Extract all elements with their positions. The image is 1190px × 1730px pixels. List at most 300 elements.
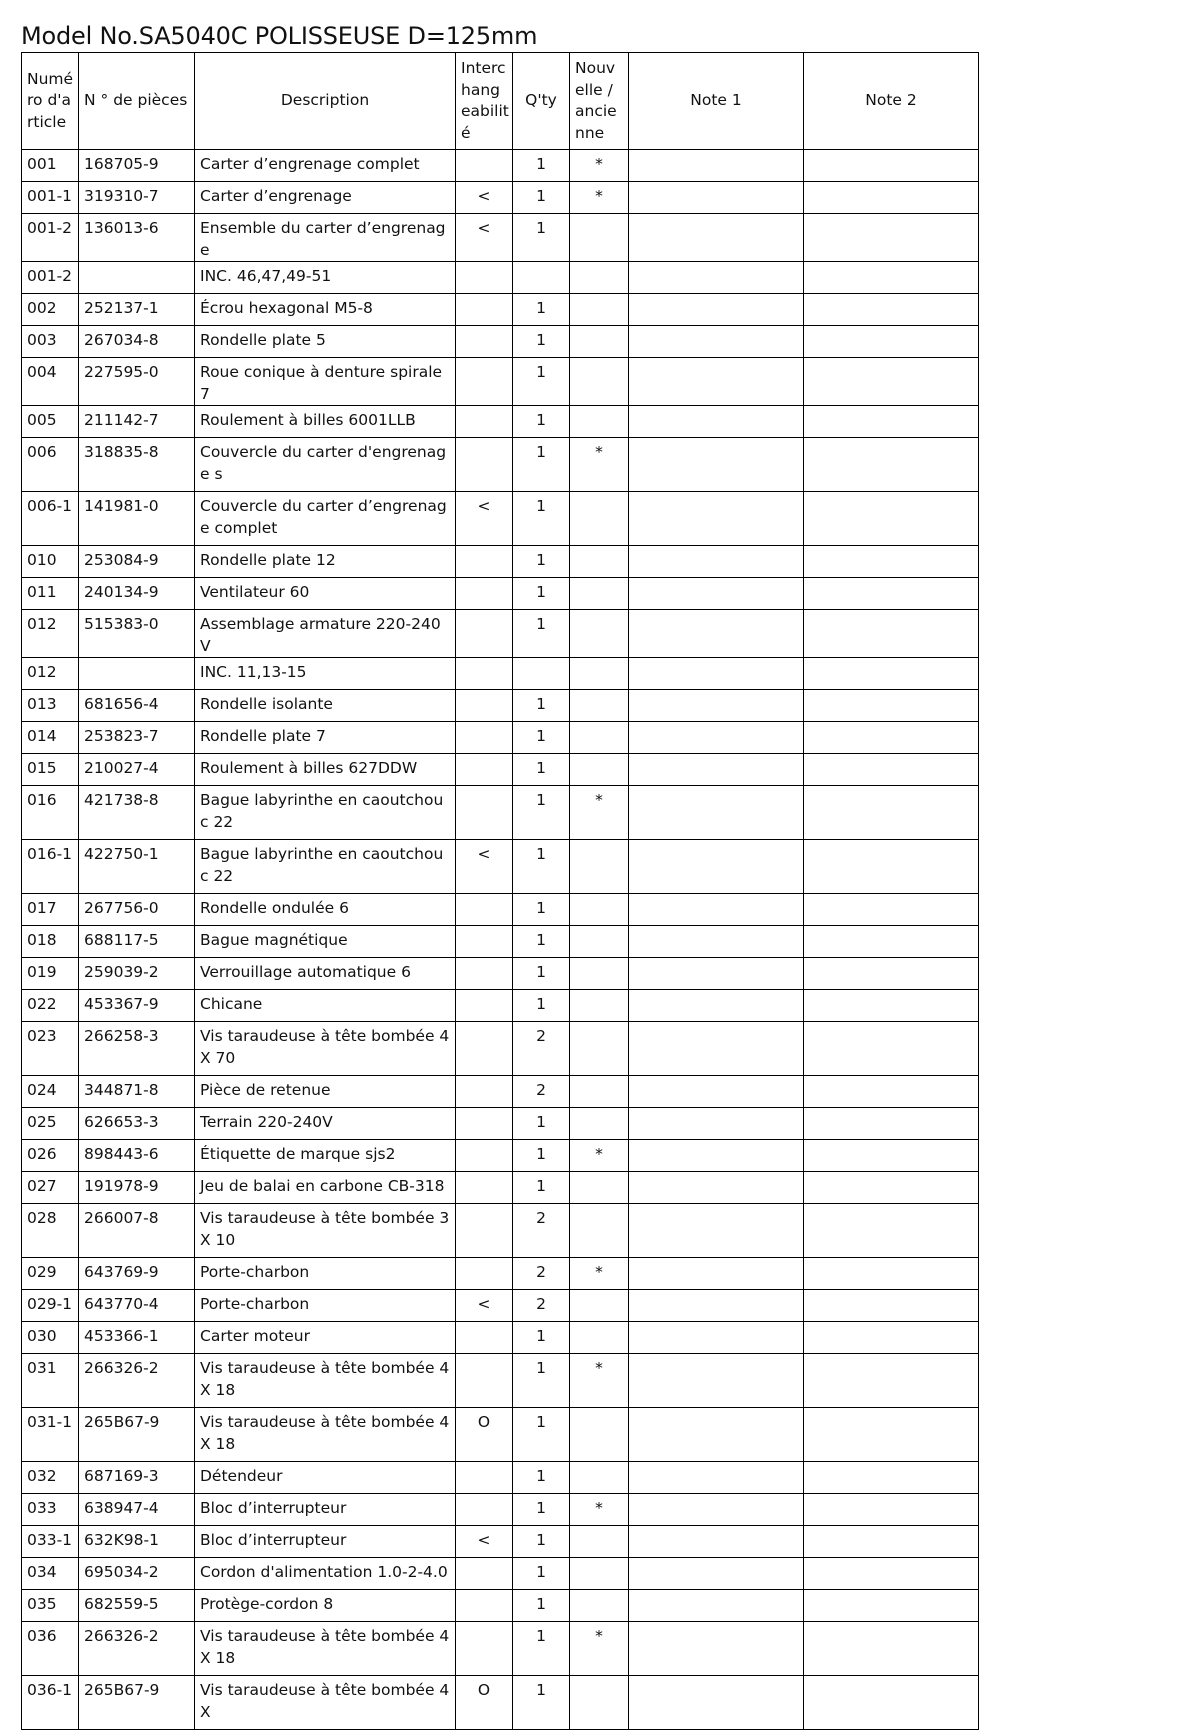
cell-article: 012 (22, 658, 79, 690)
cell-note-1 (629, 1140, 804, 1172)
cell-interchange (456, 722, 513, 754)
cell-new-old (570, 1408, 629, 1462)
cell-note-2 (804, 990, 979, 1022)
cell-part-no: 626653-3 (79, 1108, 195, 1140)
cell-interchange (456, 438, 513, 492)
cell-new-old (570, 610, 629, 658)
cell-qty: 1 (513, 214, 570, 262)
cell-part-no: 632K98-1 (79, 1526, 195, 1558)
table-row (22, 658, 979, 690)
table-row (22, 1354, 979, 1408)
cell-qty: 2 (513, 1022, 570, 1076)
cell-note-2 (804, 1408, 979, 1462)
cell-new-old (570, 1558, 629, 1590)
cell-note-1 (629, 1590, 804, 1622)
cell-qty: 1 (513, 326, 570, 358)
cell-description: Bloc d’interrupteur (195, 1526, 456, 1558)
cell-part-no: 168705-9 (79, 150, 195, 182)
cell-part-no (79, 262, 195, 294)
cell-qty (513, 262, 570, 294)
cell-part-no: 421738-8 (79, 786, 195, 840)
table-row (22, 690, 979, 722)
cell-description: Verrouillage automatique 6 (195, 958, 456, 990)
cell-note-1 (629, 1462, 804, 1494)
header-note-1: Note 1 (629, 53, 804, 150)
cell-note-1 (629, 690, 804, 722)
cell-new-old (570, 214, 629, 262)
cell-interchange (456, 406, 513, 438)
cell-note-2 (804, 1676, 979, 1730)
cell-article: 001 (22, 150, 79, 182)
cell-interchange (456, 1258, 513, 1290)
cell-note-2 (804, 262, 979, 294)
cell-note-1 (629, 722, 804, 754)
cell-interchange (456, 610, 513, 658)
cell-article: 015 (22, 754, 79, 786)
cell-description: Vis taraudeuse à tête bombée 4X (195, 1676, 456, 1730)
header-article: Numé ro d'a rticle (22, 53, 79, 150)
cell-note-2 (804, 358, 979, 406)
cell-new-old: * (570, 438, 629, 492)
cell-note-1 (629, 1676, 804, 1730)
table-row (22, 182, 979, 214)
cell-description: Rondelle ondulée 6 (195, 894, 456, 926)
header-row (22, 53, 979, 150)
cell-qty: 2 (513, 1204, 570, 1258)
cell-new-old (570, 406, 629, 438)
cell-qty: 1 (513, 958, 570, 990)
table-row (22, 578, 979, 610)
cell-description: Carter d’engrenage complet (195, 150, 456, 182)
cell-interchange (456, 926, 513, 958)
cell-part-no: 253084-9 (79, 546, 195, 578)
cell-article: 011 (22, 578, 79, 610)
cell-new-old (570, 1676, 629, 1730)
cell-interchange (456, 958, 513, 990)
header-part-no: N ° de pièces (79, 53, 195, 150)
cell-interchange: O (456, 1408, 513, 1462)
cell-note-2 (804, 150, 979, 182)
cell-description: INC. 11,13-15 (195, 658, 456, 690)
table-row (22, 1140, 979, 1172)
table-row (22, 1076, 979, 1108)
table-row (22, 1258, 979, 1290)
cell-new-old (570, 578, 629, 610)
cell-description: Vis taraudeuse à tête bombée 4X 18 (195, 1354, 456, 1408)
cell-part-no: 681656-4 (79, 690, 195, 722)
cell-article: 027 (22, 1172, 79, 1204)
cell-interchange (456, 1140, 513, 1172)
cell-interchange (456, 1462, 513, 1494)
parts-table (21, 52, 979, 1730)
cell-interchange (456, 326, 513, 358)
cell-new-old (570, 690, 629, 722)
cell-description: Couvercle du carter d'engrenage s (195, 438, 456, 492)
cell-qty: 1 (513, 1558, 570, 1590)
cell-article: 013 (22, 690, 79, 722)
cell-description: Chicane (195, 990, 456, 1022)
cell-interchange (456, 786, 513, 840)
cell-article: 022 (22, 990, 79, 1022)
cell-interchange: O (456, 1676, 513, 1730)
cell-note-1 (629, 1258, 804, 1290)
cell-description: Roue conique à denture spirale 7 (195, 358, 456, 406)
cell-part-no: 211142-7 (79, 406, 195, 438)
header-description: Description (195, 53, 456, 150)
cell-qty: 1 (513, 358, 570, 406)
cell-article: 001-1 (22, 182, 79, 214)
cell-new-old: * (570, 1354, 629, 1408)
cell-part-no: 252137-1 (79, 294, 195, 326)
table-row (22, 1108, 979, 1140)
cell-article: 029 (22, 1258, 79, 1290)
cell-interchange (456, 1590, 513, 1622)
cell-note-1 (629, 1526, 804, 1558)
cell-article: 032 (22, 1462, 79, 1494)
cell-qty: 1 (513, 1172, 570, 1204)
cell-note-1 (629, 578, 804, 610)
cell-description: Ventilateur 60 (195, 578, 456, 610)
cell-qty: 1 (513, 1494, 570, 1526)
table-row (22, 294, 979, 326)
cell-part-no: 259039-2 (79, 958, 195, 990)
cell-part-no: 687169-3 (79, 1462, 195, 1494)
cell-note-1 (629, 1172, 804, 1204)
cell-article: 003 (22, 326, 79, 358)
cell-note-2 (804, 1108, 979, 1140)
table-row (22, 1022, 979, 1076)
cell-interchange (456, 658, 513, 690)
cell-note-1 (629, 958, 804, 990)
cell-interchange: < (456, 492, 513, 546)
table-row (22, 894, 979, 926)
cell-article: 002 (22, 294, 79, 326)
cell-note-2 (804, 722, 979, 754)
cell-description: Détendeur (195, 1462, 456, 1494)
cell-description: Assemblage armature 220-240V (195, 610, 456, 658)
cell-part-no: 453367-9 (79, 990, 195, 1022)
cell-article: 036 (22, 1622, 79, 1676)
cell-note-2 (804, 690, 979, 722)
cell-note-2 (804, 1622, 979, 1676)
cell-article: 033-1 (22, 1526, 79, 1558)
cell-interchange (456, 578, 513, 610)
table-row (22, 326, 979, 358)
cell-note-2 (804, 840, 979, 894)
cell-part-no: 688117-5 (79, 926, 195, 958)
cell-note-2 (804, 578, 979, 610)
cell-article: 028 (22, 1204, 79, 1258)
cell-note-1 (629, 406, 804, 438)
cell-description: Vis taraudeuse à tête bombée 3X 10 (195, 1204, 456, 1258)
cell-qty: 1 (513, 1590, 570, 1622)
cell-note-2 (804, 1172, 979, 1204)
cell-note-1 (629, 1322, 804, 1354)
cell-description: Vis taraudeuse à tête bombée 4X 70 (195, 1022, 456, 1076)
cell-qty: 1 (513, 690, 570, 722)
cell-description: Pièce de retenue (195, 1076, 456, 1108)
cell-new-old (570, 358, 629, 406)
cell-note-2 (804, 610, 979, 658)
cell-description: Bague labyrinthe en caoutchouc 22 (195, 840, 456, 894)
cell-note-2 (804, 1526, 979, 1558)
cell-description: Bloc d’interrupteur (195, 1494, 456, 1526)
table-row (22, 262, 979, 294)
cell-interchange: < (456, 182, 513, 214)
cell-new-old (570, 1590, 629, 1622)
cell-new-old: * (570, 1258, 629, 1290)
cell-note-2 (804, 1258, 979, 1290)
cell-new-old: * (570, 1494, 629, 1526)
cell-interchange (456, 358, 513, 406)
cell-article: 001-2 (22, 262, 79, 294)
cell-qty: 1 (513, 546, 570, 578)
table-row (22, 1526, 979, 1558)
cell-part-no: 643769-9 (79, 1258, 195, 1290)
cell-interchange: < (456, 214, 513, 262)
cell-new-old (570, 492, 629, 546)
cell-note-1 (629, 1408, 804, 1462)
cell-description: INC. 46,47,49-51 (195, 262, 456, 294)
cell-qty: 1 (513, 1526, 570, 1558)
cell-note-1 (629, 840, 804, 894)
cell-qty: 1 (513, 894, 570, 926)
table-row (22, 610, 979, 658)
cell-interchange (456, 1494, 513, 1526)
cell-note-1 (629, 150, 804, 182)
cell-article: 005 (22, 406, 79, 438)
cell-qty: 1 (513, 610, 570, 658)
cell-note-2 (804, 786, 979, 840)
cell-description: Bague magnétique (195, 926, 456, 958)
table-row (22, 722, 979, 754)
cell-new-old (570, 894, 629, 926)
cell-part-no: 682559-5 (79, 1590, 195, 1622)
cell-part-no: 191978-9 (79, 1172, 195, 1204)
cell-part-no: 344871-8 (79, 1076, 195, 1108)
cell-new-old (570, 722, 629, 754)
cell-part-no (79, 658, 195, 690)
cell-note-1 (629, 326, 804, 358)
cell-new-old (570, 1204, 629, 1258)
cell-qty: 1 (513, 754, 570, 786)
cell-note-1 (629, 1354, 804, 1408)
cell-article: 031 (22, 1354, 79, 1408)
cell-interchange (456, 262, 513, 294)
table-row (22, 840, 979, 894)
cell-note-2 (804, 658, 979, 690)
cell-note-1 (629, 1622, 804, 1676)
cell-note-1 (629, 1290, 804, 1322)
cell-new-old (570, 926, 629, 958)
cell-interchange (456, 894, 513, 926)
table-row (22, 1494, 979, 1526)
cell-description: Écrou hexagonal M5-8 (195, 294, 456, 326)
cell-part-no: 266007-8 (79, 1204, 195, 1258)
cell-new-old: * (570, 1140, 629, 1172)
cell-new-old (570, 840, 629, 894)
cell-article: 034 (22, 1558, 79, 1590)
cell-article: 016 (22, 786, 79, 840)
cell-article: 023 (22, 1022, 79, 1076)
cell-part-no: 318835-8 (79, 438, 195, 492)
cell-part-no: 265B67-9 (79, 1408, 195, 1462)
cell-qty: 1 (513, 1140, 570, 1172)
cell-note-1 (629, 658, 804, 690)
cell-qty: 1 (513, 1322, 570, 1354)
cell-article: 019 (22, 958, 79, 990)
cell-note-2 (804, 1462, 979, 1494)
cell-interchange (456, 690, 513, 722)
cell-note-2 (804, 1590, 979, 1622)
cell-note-1 (629, 894, 804, 926)
cell-note-2 (804, 1140, 979, 1172)
cell-part-no: 266326-2 (79, 1354, 195, 1408)
cell-article: 004 (22, 358, 79, 406)
cell-interchange (456, 1354, 513, 1408)
cell-note-1 (629, 214, 804, 262)
cell-qty: 1 (513, 1108, 570, 1140)
cell-description: Étiquette de marque sjs2 (195, 1140, 456, 1172)
cell-article: 014 (22, 722, 79, 754)
table-row (22, 786, 979, 840)
cell-note-1 (629, 546, 804, 578)
cell-interchange (456, 1622, 513, 1676)
cell-description: Jeu de balai en carbone CB-318 (195, 1172, 456, 1204)
table-row (22, 754, 979, 786)
cell-part-no: 319310-7 (79, 182, 195, 214)
table-row (22, 1408, 979, 1462)
cell-part-no: 141981-0 (79, 492, 195, 546)
cell-note-2 (804, 326, 979, 358)
cell-part-no: 253823-7 (79, 722, 195, 754)
cell-part-no: 638947-4 (79, 1494, 195, 1526)
cell-part-no: 136013-6 (79, 214, 195, 262)
cell-note-1 (629, 1076, 804, 1108)
cell-qty: 1 (513, 578, 570, 610)
cell-description: Bague labyrinthe en caoutchouc 22 (195, 786, 456, 840)
cell-note-1 (629, 990, 804, 1022)
table-row (22, 492, 979, 546)
cell-article: 030 (22, 1322, 79, 1354)
cell-part-no: 266326-2 (79, 1622, 195, 1676)
cell-interchange: < (456, 840, 513, 894)
cell-part-no: 227595-0 (79, 358, 195, 406)
cell-new-old (570, 546, 629, 578)
cell-note-1 (629, 182, 804, 214)
cell-note-1 (629, 926, 804, 958)
cell-new-old: * (570, 150, 629, 182)
header-note-2: Note 2 (804, 53, 979, 150)
cell-note-1 (629, 294, 804, 326)
table-row (22, 1322, 979, 1354)
cell-note-2 (804, 546, 979, 578)
cell-new-old: * (570, 182, 629, 214)
cell-qty: 1 (513, 1676, 570, 1730)
cell-description: Carter d’engrenage (195, 182, 456, 214)
cell-new-old (570, 1172, 629, 1204)
cell-part-no: 266258-3 (79, 1022, 195, 1076)
cell-qty: 2 (513, 1290, 570, 1322)
cell-description: Porte-charbon (195, 1258, 456, 1290)
cell-article: 006-1 (22, 492, 79, 546)
table-row (22, 150, 979, 182)
cell-interchange (456, 1076, 513, 1108)
header-qty: Q'ty (513, 53, 570, 150)
cell-description: Vis taraudeuse à tête bombée 4X 18 (195, 1622, 456, 1676)
cell-note-2 (804, 754, 979, 786)
cell-qty: 1 (513, 492, 570, 546)
cell-new-old (570, 262, 629, 294)
cell-interchange (456, 1204, 513, 1258)
cell-note-2 (804, 1494, 979, 1526)
cell-interchange (456, 1558, 513, 1590)
cell-note-2 (804, 1322, 979, 1354)
cell-part-no: 265B67-9 (79, 1676, 195, 1730)
cell-note-2 (804, 438, 979, 492)
cell-description: Roulement à billes 627DDW (195, 754, 456, 786)
cell-article: 035 (22, 1590, 79, 1622)
cell-qty: 1 (513, 1462, 570, 1494)
table-row (22, 958, 979, 990)
table-row (22, 1558, 979, 1590)
parts-table-body (22, 150, 979, 1730)
cell-qty: 1 (513, 406, 570, 438)
cell-note-2 (804, 294, 979, 326)
cell-article: 026 (22, 1140, 79, 1172)
cell-note-2 (804, 958, 979, 990)
cell-note-2 (804, 1204, 979, 1258)
cell-article: 001-2 (22, 214, 79, 262)
cell-interchange (456, 1022, 513, 1076)
cell-part-no: 267756-0 (79, 894, 195, 926)
cell-description: Couvercle du carter d’engrenage complet (195, 492, 456, 546)
cell-article: 033 (22, 1494, 79, 1526)
cell-new-old: * (570, 1622, 629, 1676)
table-row (22, 1204, 979, 1258)
table-row (22, 1622, 979, 1676)
cell-interchange (456, 546, 513, 578)
cell-qty: 2 (513, 1258, 570, 1290)
cell-note-1 (629, 438, 804, 492)
table-row (22, 438, 979, 492)
cell-part-no: 210027-4 (79, 754, 195, 786)
cell-description: Terrain 220-240V (195, 1108, 456, 1140)
header-new-old: Nouv elle / ancie nne (570, 53, 629, 150)
cell-new-old (570, 754, 629, 786)
cell-note-2 (804, 406, 979, 438)
table-row (22, 926, 979, 958)
cell-interchange: < (456, 1290, 513, 1322)
cell-qty: 1 (513, 182, 570, 214)
table-row (22, 214, 979, 262)
cell-qty: 1 (513, 926, 570, 958)
cell-interchange (456, 1172, 513, 1204)
cell-new-old (570, 1322, 629, 1354)
table-row (22, 546, 979, 578)
cell-note-2 (804, 926, 979, 958)
cell-qty: 1 (513, 786, 570, 840)
cell-note-2 (804, 1290, 979, 1322)
cell-new-old (570, 1462, 629, 1494)
cell-article: 036-1 (22, 1676, 79, 1730)
cell-qty (513, 658, 570, 690)
cell-description: Rondelle plate 7 (195, 722, 456, 754)
cell-note-1 (629, 754, 804, 786)
cell-qty: 1 (513, 1408, 570, 1462)
cell-description: Ensemble du carter d’engrenage (195, 214, 456, 262)
cell-note-2 (804, 1076, 979, 1108)
